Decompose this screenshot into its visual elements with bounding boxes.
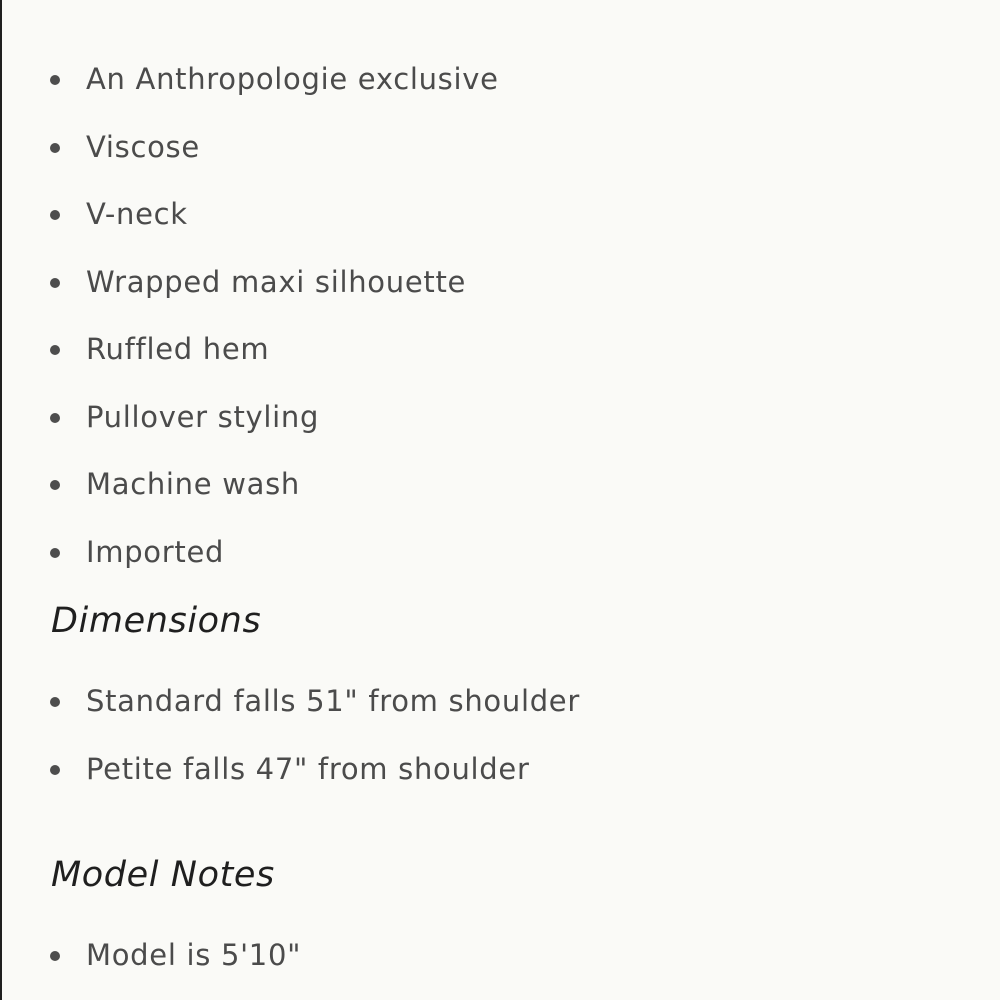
detail-item-text: Wrapped maxi silhouette bbox=[86, 265, 467, 299]
bullet-icon bbox=[50, 345, 60, 355]
detail-item-text: Viscose bbox=[86, 130, 200, 164]
bullet-icon bbox=[50, 480, 60, 490]
detail-list-item bbox=[0, 464, 950, 504]
detail-list-item bbox=[0, 194, 950, 234]
dimension-list-item bbox=[0, 681, 950, 721]
detail-item-text: V-neck bbox=[86, 197, 188, 231]
bullet-icon bbox=[50, 210, 60, 220]
bullet-icon bbox=[50, 278, 60, 288]
detail-list-item bbox=[0, 127, 950, 167]
bullet-icon bbox=[50, 951, 60, 961]
detail-item-text: Machine wash bbox=[86, 467, 300, 501]
dimension-list-item bbox=[0, 749, 950, 789]
detail-item-text: Pullover styling bbox=[86, 400, 320, 434]
dimension-item-text: Petite falls 47" from shoulder bbox=[86, 752, 530, 786]
dimensions-heading: Dimensions bbox=[51, 601, 262, 641]
detail-list-item bbox=[0, 262, 950, 302]
bullet-icon bbox=[50, 765, 60, 775]
detail-item-text: Ruffled hem bbox=[86, 332, 270, 366]
model-note-text: Model is 5'10" bbox=[86, 938, 302, 972]
detail-list-item bbox=[0, 59, 950, 99]
dimension-item-text: Standard falls 51" from shoulder bbox=[86, 684, 580, 718]
detail-item-text: Imported bbox=[86, 535, 225, 569]
detail-list-item bbox=[0, 329, 950, 369]
bullet-icon bbox=[50, 697, 60, 707]
bullet-icon bbox=[50, 143, 60, 153]
bullet-icon bbox=[50, 548, 60, 558]
detail-list-item bbox=[0, 397, 950, 437]
bullet-icon bbox=[50, 75, 60, 85]
detail-item-text: An Anthropologie exclusive bbox=[86, 62, 499, 96]
model-notes-heading: Model Notes bbox=[51, 855, 275, 895]
model-note-list-item bbox=[0, 935, 950, 975]
bullet-icon bbox=[50, 413, 60, 423]
detail-list-item bbox=[0, 532, 950, 572]
